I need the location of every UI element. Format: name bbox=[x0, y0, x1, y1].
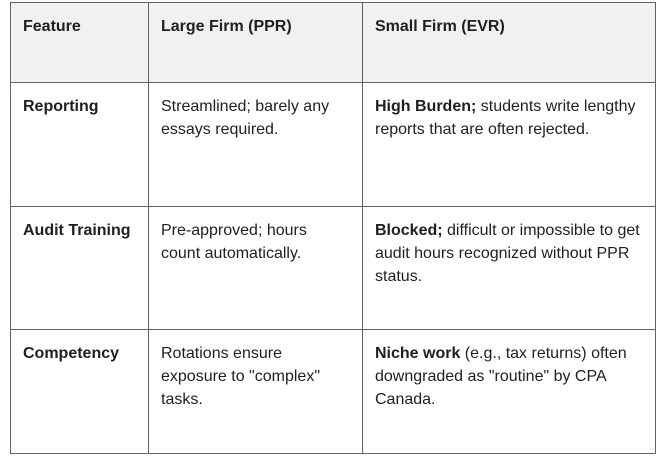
small-firm-emphasis: Blocked; bbox=[375, 222, 443, 239]
header-small-firm: Small Firm (EVR) bbox=[363, 3, 656, 83]
feature-cell: Audit Training bbox=[11, 207, 149, 330]
small-firm-text: students write lengthy reports that are often rejected. bbox=[375, 98, 636, 138]
header-row bbox=[11, 3, 656, 83]
feature-cell: Reporting bbox=[11, 83, 149, 207]
small-firm-emphasis: High Burden; bbox=[375, 98, 477, 115]
table-row bbox=[11, 207, 656, 330]
large-firm-cell: Pre-approved; hours count automatically. bbox=[149, 207, 363, 330]
table-row bbox=[11, 83, 656, 207]
feature-cell: Competency bbox=[11, 330, 149, 454]
small-firm-cell bbox=[363, 207, 656, 330]
comparison-table bbox=[10, 2, 656, 454]
header-feature: Feature bbox=[11, 3, 149, 83]
small-firm-text: (e.g., tax returns) often downgraded as "routine" by CPA Canada. bbox=[375, 345, 627, 408]
small-firm-text: difficult or impossible to get audit hours recognized without PPR status. bbox=[375, 222, 640, 285]
small-firm-cell bbox=[363, 83, 656, 207]
large-firm-cell: Streamlined; barely any essays required. bbox=[149, 83, 363, 207]
header-large-firm: Large Firm (PPR) bbox=[149, 3, 363, 83]
large-firm-cell: Rotations ensure exposure to "complex" tasks. bbox=[149, 330, 363, 454]
small-firm-cell bbox=[363, 330, 656, 454]
table-row bbox=[11, 330, 656, 454]
small-firm-emphasis: Niche work bbox=[375, 345, 461, 362]
